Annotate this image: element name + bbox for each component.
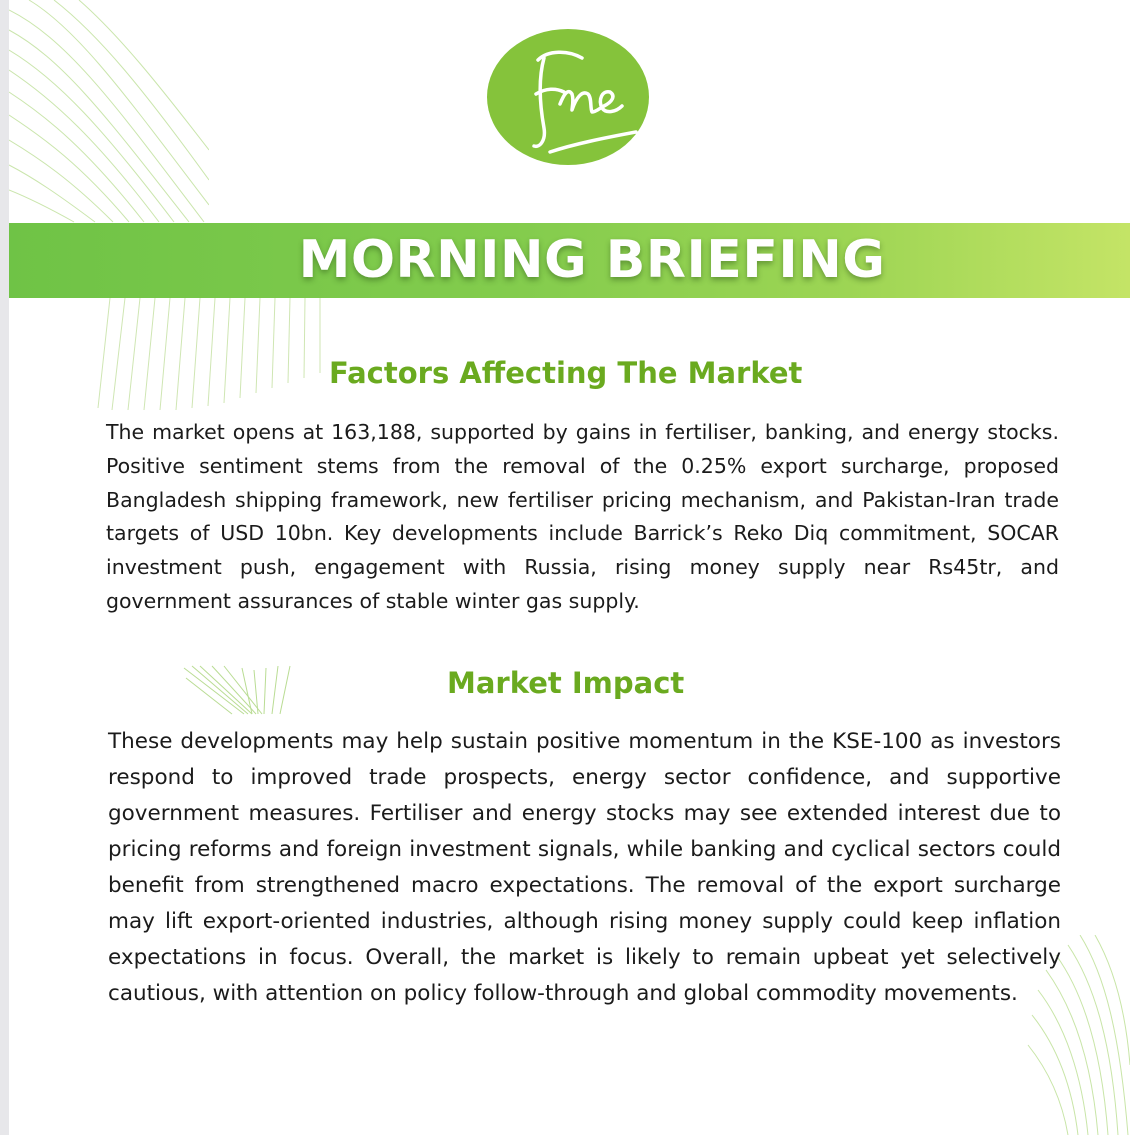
section-body-market-impact: These developments may help sustain positive momentum in the KSE-100 as investors respond to improved trade prospects, energy sector confidence, and supportive government measures. Fertiliser and energy stocks may see extended interest due to pricing reforms and foreign investment signals, while banking and cyclical sectors could benefit from strengthened macro expectations. The removal of the export surcharge may lift export-oriented industries, although rising money supply could keep inflation expectations in focus. Overall, the market is likely to remain upbeat yet selectively cautious, with attention on policy follow-through and global commodity movements. — [108, 729, 1061, 1006]
title-banner — [9, 223, 1130, 298]
page-title: MORNING BRIEFING — [298, 230, 886, 290]
stroke-lines-mid — [182, 664, 297, 716]
section-body-factors: The market opens at 163,188, supported by gains in fertiliser, banking, and energy stocks. Positive sentiment stems from the removal of the 0.25% export surcharge, proposed Bangladesh shipping framework, new fertiliser pricing mechanism, and Pakistan-Iran trade targets of USD 10bn. Key developments include Barrick’s Reko Diq commitment, SOCAR investment push, engagement with Russia, rising money supply near Rs45tr, and government assurances of stable winter gas supply. — [106, 420, 1059, 613]
page-edge — [0, 0, 9, 1135]
section-heading-market-impact: Market Impact — [447, 666, 685, 700]
wave-lines-top-left — [9, 0, 209, 225]
section-heading-factors: Factors Affecting The Market — [329, 356, 803, 390]
stroke-lines-left — [90, 298, 340, 418]
fne-logo — [486, 28, 650, 166]
